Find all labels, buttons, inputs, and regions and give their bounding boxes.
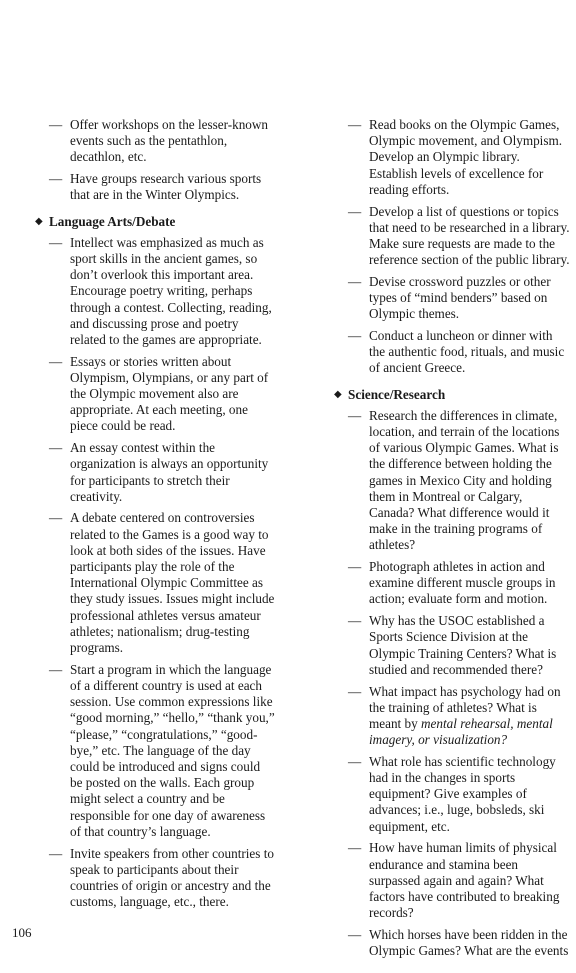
page-number: 106 [12, 925, 32, 940]
left-column [35, 117, 275, 916]
list-item: — Invite speakers from other countries to speak to participants about their countries of origin or ancestry and the customs, language, etc., there. [49, 845, 274, 910]
list-item: — Develop a list of questions or topics that need to be researched in a library. Make sure requests are made to the reference section of the public library. [348, 203, 570, 268]
diamond-bullet-icon: ◆ [334, 388, 342, 400]
list-item: — Why has the USOC established a Sports Science Division at the Olympic Training Centers? What is studied and recommended there? [348, 613, 557, 677]
list-item: — An essay contest within the organization is always an opportunity for participants to stretch their creativity. [49, 440, 269, 504]
list-item: — Have groups research various sports that are in the Winter Olympics. [49, 171, 262, 203]
list-item: — Conduct a luncheon or dinner with the authentic food, rituals, and music of ancient Greece. [348, 327, 565, 376]
list-item: — What impact has psychology had on the training of athletes? What is meant by mental rehearsal, mental imagery, or visualization? [348, 683, 561, 748]
list-item: — Photograph athletes in action and examine different muscle groups in action; evaluate form and motion. [348, 559, 556, 607]
list-item: — Intellect was emphasized as much as sport skills in the ancient games, so don’t overlook this important area. Encourage poetry writing, perhaps through a contest. Collecting, reading, and discussing prose and poetry related to the games are appropriate. [49, 234, 272, 347]
italic-terms: mental rehearsal, mental imagery, or visualization? [369, 715, 553, 748]
list-item: — Research the differences in climate, location, and terrain of the locations of various Olympic Games. What is the difference between holding the games in Mexico City and holding them in Montreal or Calgary, Canada? What difference would it make in the training programs of athletes? [348, 407, 560, 553]
section-heading-science-research: ◆ Science/Research [334, 386, 446, 402]
list-item: — Read books on the Olympic Games, Olympic movement, and Olympism. Develop an Olympic library. Establish levels of excellence for reading efforts. [348, 117, 563, 197]
list-item: — Essays or stories written about Olympism, Olympians, or any part of the Olympic movement also are appropriate. At each meeting, one piece could be read. [49, 353, 269, 434]
list-item: — How have human limits of physical endurance and stamina been surpassed again and again? What factors have contributed to breaking records? [348, 840, 560, 921]
list-item: — Devise crossword puzzles or other types of “mind benders” based on Olympic themes. [348, 273, 551, 322]
list-item: — Start a program in which the language of a different country is used at each session. Use common expressions like “good morning,” “hello,” “thank you,” “please,” “congratulations,” “good-bye,” etc. The language of the day could be introduced and signs could be posted on the walls. Each group might select a country and be responsible for one day of awareness of that country’s language. [49, 661, 275, 839]
list-item: — Which horses have been ridden in the Olympic Games? What are the events [348, 926, 569, 959]
list-item: — What role has scientific technology had in the changes in sports equipment? Give examples of advances; i.e., luge, bobsleds, ski equipment, etc. [348, 753, 556, 834]
list-item: — Offer workshops on the lesser-known events such as the pentathlon, decathlon, etc. [49, 117, 268, 165]
list-item: — A debate centered on controversies related to the Games is a good way to look at both sides of the issues. Have participants play the role of the International Olympic Committee as they study issues. Issues might include professional athletes versus amateur athletes; nationalism; drug-testing programs. [49, 510, 275, 656]
right-column [334, 117, 570, 965]
section-heading-language-arts: ◆ Language Arts/Debate [35, 213, 176, 229]
diamond-bullet-icon: ◆ [35, 215, 43, 227]
